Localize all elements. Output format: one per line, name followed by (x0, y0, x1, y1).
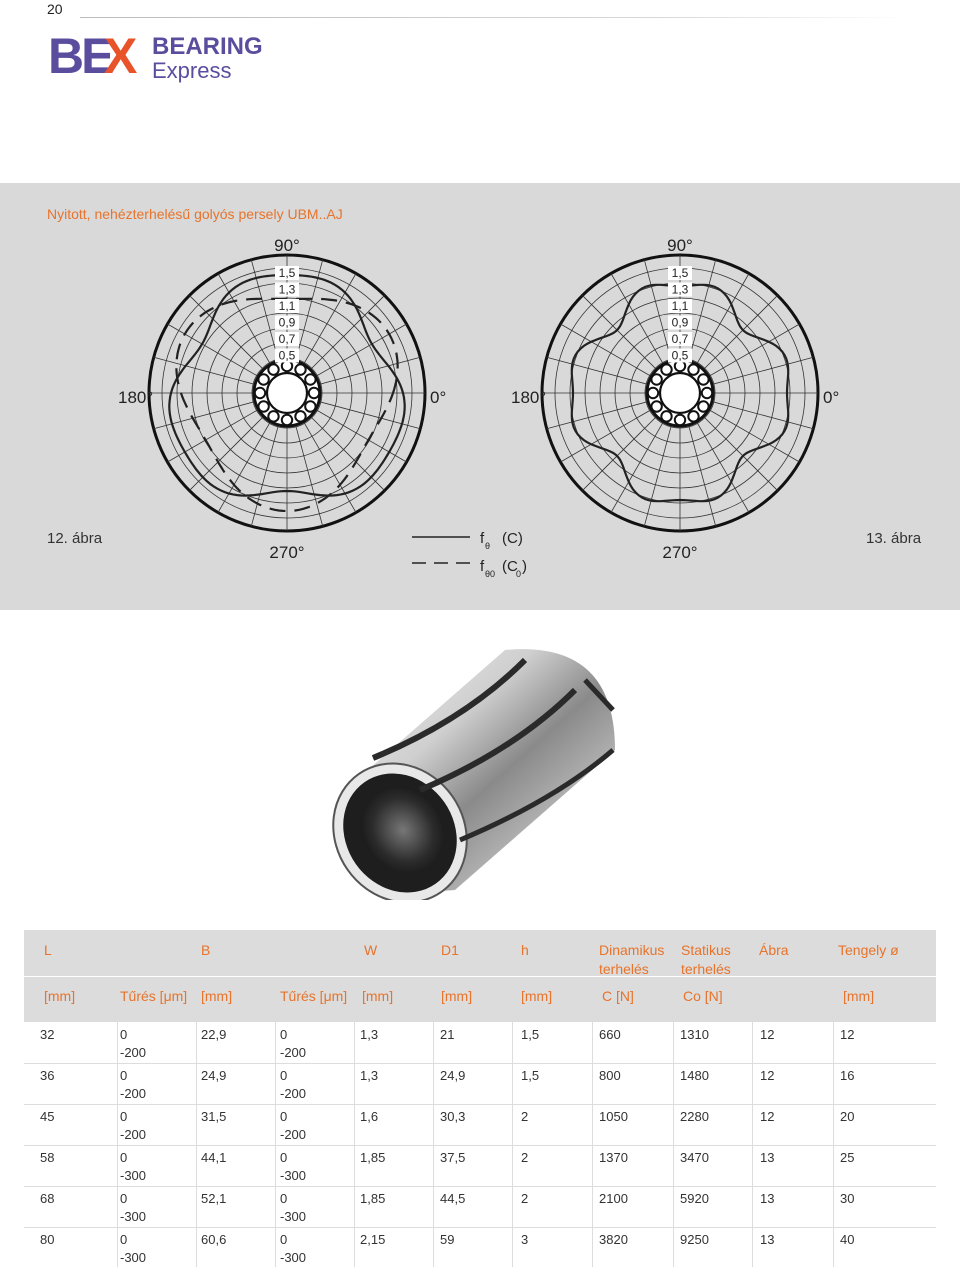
unit-B-tol: Tűrés [μm] (280, 988, 348, 1004)
cell-C: 660 (599, 1027, 621, 1042)
cell-B-tol-lower: -200 (280, 1127, 307, 1142)
cell-L: 80 (40, 1232, 55, 1247)
radial-tick-label: 1,3 (671, 282, 689, 297)
col-header-figure: Ábra (759, 942, 789, 958)
bearing-ball (661, 411, 671, 421)
row-separator (24, 1104, 936, 1105)
cell-L: 58 (40, 1150, 55, 1165)
cell-B-tol-lower: -300 (280, 1168, 307, 1183)
bearing-ball (651, 374, 661, 384)
col-header-W: W (364, 942, 378, 958)
polar-spoke (685, 412, 716, 526)
cell-C: 1050 (599, 1109, 628, 1124)
logo-word-bearing: BEARING (152, 33, 263, 60)
cell-L-tol-lower: -300 (120, 1168, 147, 1183)
unit-B: [mm] (201, 988, 233, 1004)
logo-mark-be: BE (48, 28, 112, 84)
legend-solid-label: (C) (502, 530, 523, 547)
cell-Co: 3470 (680, 1150, 709, 1165)
col-header-D1: D1 (441, 942, 459, 958)
legend-solid-f: f (480, 530, 485, 547)
row-separator (24, 1186, 936, 1187)
cell-figure: 13 (760, 1232, 775, 1247)
cell-Co: 9250 (680, 1232, 709, 1247)
legend-dashed-sub: θ0 (485, 569, 496, 579)
row-separator (24, 1063, 936, 1064)
cell-L: 68 (40, 1191, 55, 1206)
cell-B-tol-upper: 0 (280, 1232, 288, 1247)
bearing-ball (268, 364, 278, 374)
bearing-ball (698, 374, 708, 384)
cell-figure: 12 (760, 1109, 775, 1124)
legend-solid-sub: θ (485, 541, 491, 551)
bearing-ball (255, 388, 265, 398)
cell-L-tol-upper: 0 (120, 1232, 128, 1247)
cell-shaft: 12 (840, 1027, 855, 1042)
cell-Co: 1480 (680, 1068, 709, 1083)
cell-W: 1,85 (360, 1150, 386, 1165)
unit-D1: [mm] (441, 988, 473, 1004)
radial-tick-label: 0,7 (671, 332, 689, 346)
bearing-ball (688, 364, 698, 374)
logo (48, 28, 288, 84)
polar-diagram-13 (511, 236, 922, 562)
radial-tick-label: 1,1 (278, 299, 296, 313)
bearing-ball (702, 388, 712, 398)
radial-tick-label: 0,9 (671, 315, 689, 330)
cell-Co: 5920 (680, 1191, 709, 1206)
cell-shaft: 25 (840, 1150, 855, 1165)
angle-180-label-12: 180° (118, 388, 154, 407)
cell-D1: 21 (440, 1027, 455, 1042)
bearing-ball (675, 415, 685, 425)
cell-L-tol-lower: -200 (120, 1127, 147, 1142)
unit-C: C [N] (602, 988, 634, 1004)
cell-B-tol-lower: -300 (280, 1250, 307, 1265)
col-header-B: B (201, 942, 211, 958)
unit-L-tol: Tűrés [μm] (120, 988, 188, 1004)
bearing-ball (282, 415, 292, 425)
cell-h: 1,5 (521, 1027, 540, 1042)
polar-diagrams (0, 183, 960, 610)
cell-B-tol-lower: -300 (280, 1209, 307, 1224)
angle-90-label-12: 90° (274, 236, 300, 255)
cell-W: 1,85 (360, 1191, 386, 1206)
top-rule (80, 17, 910, 18)
cell-shaft: 20 (840, 1109, 855, 1124)
cell-L-tol-lower: -200 (120, 1086, 147, 1101)
col-header-h: h (521, 942, 529, 958)
cell-L-tol-lower: -300 (120, 1250, 147, 1265)
cell-B-tol-upper: 0 (280, 1191, 288, 1206)
cell-h: 1,5 (521, 1068, 540, 1083)
cell-shaft: 40 (840, 1232, 855, 1247)
radial-tick-label: 1,5 (671, 266, 689, 280)
cell-D1: 59 (440, 1232, 455, 1247)
cell-L: 32 (40, 1027, 55, 1042)
bearing-ball (258, 401, 268, 411)
cell-B-tol-upper: 0 (280, 1068, 288, 1083)
angle-0-label-12: 0° (430, 388, 447, 407)
polar-spoke (582, 407, 665, 490)
bearing-ball (258, 374, 268, 384)
col-header-dynamic-2: terhelés (599, 961, 649, 977)
cell-D1: 37,5 (440, 1150, 466, 1165)
table-header-divider (24, 976, 936, 977)
cell-D1: 44,5 (440, 1191, 466, 1206)
polar-spoke (694, 407, 777, 490)
polar-spoke (699, 357, 813, 388)
legend-dashed-label-pre: (C (502, 558, 518, 575)
cell-W: 2,15 (360, 1232, 386, 1247)
polar-spoke (167, 403, 269, 462)
cell-C: 3820 (599, 1232, 628, 1247)
cell-h: 2 (521, 1150, 529, 1165)
polar-spoke (167, 324, 269, 383)
cell-B-tol-lower: -200 (280, 1045, 307, 1060)
cell-B-tol-upper: 0 (280, 1150, 288, 1165)
polar-spoke (304, 324, 406, 383)
bearing-cross-section-13 (647, 360, 713, 426)
legend-dashed-label-sub: 0 (516, 569, 522, 579)
cell-L-tol-upper: 0 (120, 1027, 128, 1042)
cell-L: 36 (40, 1068, 55, 1083)
cell-B: 24,9 (201, 1068, 227, 1083)
figure-caption-13: 13. ábra (866, 530, 922, 547)
bearing-ball (651, 401, 661, 411)
col-header-static-1: Statikus (681, 942, 731, 958)
polar-spoke (547, 357, 661, 388)
bearing-ball (295, 411, 305, 421)
polar-spoke (547, 398, 661, 429)
figure-caption-12: 12. ábra (47, 530, 103, 547)
cell-figure: 12 (760, 1068, 775, 1083)
cell-C: 1370 (599, 1150, 628, 1165)
cell-W: 1,3 (360, 1027, 379, 1042)
row-separator (24, 1145, 936, 1146)
unit-h: [mm] (521, 988, 553, 1004)
logo-mark-x: X (104, 28, 138, 84)
bearing-ball (698, 401, 708, 411)
cell-B: 60,6 (201, 1232, 227, 1247)
legend-dashed-label-post: ) (522, 558, 527, 575)
cell-W: 1,6 (360, 1109, 379, 1124)
cell-B: 22,9 (201, 1027, 227, 1042)
polar-spoke (306, 357, 420, 388)
radial-tick-label: 0,5 (671, 348, 689, 363)
unit-L: [mm] (44, 988, 76, 1004)
cell-D1: 30,3 (440, 1109, 466, 1124)
angle-180-label-13: 180° (511, 388, 547, 407)
bearing-cross-section-12 (254, 360, 320, 426)
angle-270-label-12: 270° (269, 543, 305, 562)
radial-tick-label: 0,5 (278, 348, 296, 363)
unit-W: [mm] (362, 988, 394, 1004)
cell-L-tol-upper: 0 (120, 1150, 128, 1165)
cell-B: 31,5 (201, 1109, 227, 1124)
bearing-ball (661, 364, 671, 374)
polar-spoke (304, 403, 406, 462)
bearing-ball (309, 388, 319, 398)
radial-tick-label: 0,9 (278, 315, 296, 330)
polar-spoke (582, 295, 665, 378)
cell-h: 3 (521, 1232, 529, 1247)
polar-spoke (218, 410, 277, 512)
cell-shaft: 16 (840, 1068, 855, 1083)
cell-figure: 13 (760, 1150, 775, 1165)
cell-B-tol-upper: 0 (280, 1109, 288, 1124)
radial-tick-label: 1,5 (278, 266, 296, 280)
polar-spoke (699, 398, 813, 429)
polar-spoke (218, 273, 277, 375)
cell-L: 45 (40, 1109, 55, 1124)
polar-spoke (301, 295, 384, 378)
logo-word-express: Express (152, 58, 232, 83)
unit-Co: Co [N] (683, 988, 723, 1004)
angle-0-label-13: 0° (823, 388, 840, 407)
angle-270-label-13: 270° (662, 543, 698, 562)
bearing-ball (688, 411, 698, 421)
polar-spoke (297, 273, 356, 375)
legend (412, 530, 527, 579)
bearing-inner-ring (267, 373, 307, 413)
polar-spoke (189, 407, 272, 490)
polar-spoke (301, 407, 384, 490)
cell-h: 2 (521, 1191, 529, 1206)
cell-figure: 12 (760, 1027, 775, 1042)
unit-shaft: [mm] (843, 988, 875, 1004)
cell-B: 52,1 (201, 1191, 227, 1206)
cell-C: 800 (599, 1068, 621, 1083)
angle-90-label-13: 90° (667, 236, 693, 255)
col-header-static-2: terhelés (681, 961, 731, 977)
cell-L-tol-lower: -300 (120, 1209, 147, 1224)
cell-C: 2100 (599, 1191, 628, 1206)
cell-L-tol-upper: 0 (120, 1109, 128, 1124)
cell-Co: 2280 (680, 1109, 709, 1124)
bearing-ball (305, 374, 315, 384)
col-header-dynamic-1: Dinamikus (599, 942, 665, 958)
cell-W: 1,3 (360, 1068, 379, 1083)
bearing-ball (295, 364, 305, 374)
product-photo-bushing (315, 640, 645, 900)
page-number: 20 (47, 1, 63, 17)
radial-tick-label: 0,7 (278, 332, 296, 346)
cell-D1: 24,9 (440, 1068, 466, 1083)
cell-B: 44,1 (201, 1150, 227, 1165)
cell-Co: 1310 (680, 1027, 709, 1042)
col-header-shaft: Tengely ø (838, 942, 899, 958)
legend-dashed-f: f (480, 558, 485, 575)
polar-spoke (694, 295, 777, 378)
radial-tick-label: 1,3 (278, 282, 296, 297)
cell-L-tol-lower: -200 (120, 1045, 147, 1060)
cell-L-tol-upper: 0 (120, 1191, 128, 1206)
col-header-L: L (44, 942, 52, 958)
bearing-ball (268, 411, 278, 421)
section-title: Nyitott, nehézterhelésű golyós persely UBM..AJ (47, 206, 343, 222)
polar-spoke (644, 412, 675, 526)
cell-B-tol-lower: -200 (280, 1086, 307, 1101)
bearing-ball (648, 388, 658, 398)
radial-tick-label: 1,1 (671, 299, 689, 313)
polar-spoke (154, 357, 268, 388)
cell-figure: 13 (760, 1191, 775, 1206)
bearing-inner-ring (660, 373, 700, 413)
cell-B-tol-upper: 0 (280, 1027, 288, 1042)
polar-spoke (189, 295, 272, 378)
polar-diagram-12 (47, 236, 446, 562)
cell-shaft: 30 (840, 1191, 855, 1206)
row-separator (24, 1227, 936, 1228)
cell-L-tol-upper: 0 (120, 1068, 128, 1083)
cell-h: 2 (521, 1109, 529, 1124)
bearing-ball (305, 401, 315, 411)
